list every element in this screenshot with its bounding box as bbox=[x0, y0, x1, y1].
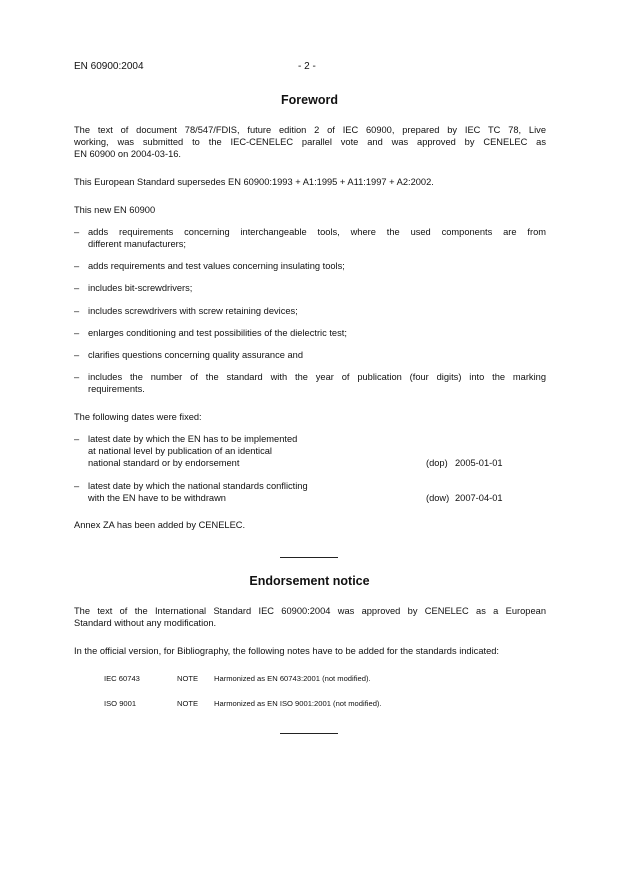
section-divider bbox=[280, 557, 338, 558]
list-item-line: adds requirements concerning interchangeable tools, where the used components are from bbox=[88, 227, 546, 237]
endorsement-intro-line-2: Standard without any modification. bbox=[74, 618, 217, 628]
list-item bbox=[88, 226, 546, 250]
endorsement-intro bbox=[74, 605, 546, 629]
date-value: 2005-01-01 bbox=[455, 458, 503, 468]
note-standard: IEC 60743 bbox=[104, 674, 140, 683]
foreword-intro-line-3: EN 60900 on 2004-03-16. bbox=[74, 149, 181, 159]
date-description-line: latest date by which the national standards conflicting bbox=[88, 481, 308, 491]
list-dash: – bbox=[74, 350, 80, 360]
list-item: adds requirements and test values concerning insulating tools; bbox=[88, 261, 345, 271]
note-text: Harmonized as EN 60743:2001 (not modified). bbox=[214, 674, 371, 683]
date-value: 2007-04-01 bbox=[455, 493, 503, 503]
list-dash: – bbox=[74, 306, 80, 316]
bibliography-intro: In the official version, for Bibliography, the following notes have to be added for the standards indicated: bbox=[74, 646, 499, 656]
foreword-intro bbox=[74, 124, 546, 160]
list-dash: – bbox=[74, 227, 80, 237]
date-description bbox=[88, 433, 408, 469]
list-dash: – bbox=[74, 328, 80, 338]
end-divider bbox=[280, 733, 338, 734]
list-item: clarifies questions concerning quality assurance and bbox=[88, 350, 303, 360]
list-item bbox=[88, 371, 546, 395]
list-item: includes screwdrivers with screw retaining devices; bbox=[88, 306, 298, 316]
list-dash: – bbox=[74, 261, 80, 271]
note-label: NOTE bbox=[177, 674, 199, 683]
note-text: Harmonized as EN ISO 9001:2001 (not modified). bbox=[214, 699, 382, 708]
date-dash: – bbox=[74, 434, 80, 444]
date-code: (dop) bbox=[426, 458, 448, 468]
list-item-line: requirements. bbox=[88, 384, 145, 394]
supersedes-paragraph: This European Standard supersedes EN 60900:1993 + A1:1995 + A11:1997 + A2:2002. bbox=[74, 177, 434, 187]
foreword-intro-line-2: working, was submitted to the IEC-CENELEC parallel vote and was approved by CENELEC as bbox=[74, 137, 546, 147]
date-description-line: latest date by which the EN has to be implemented bbox=[88, 434, 298, 444]
list-intro: This new EN 60900 bbox=[74, 205, 156, 215]
date-description-line: national standard or by endorsement bbox=[88, 458, 240, 468]
date-description-line: with the EN have to be withdrawn bbox=[88, 493, 226, 503]
foreword-heading: Foreword bbox=[281, 93, 338, 107]
date-description-line: at national level by publication of an identical bbox=[88, 446, 272, 456]
foreword-intro-line-1: The text of document 78/547/FDIS, future edition 2 of IEC 60900, prepared by IEC TC 78, Live bbox=[74, 125, 546, 135]
list-item: includes bit-screwdrivers; bbox=[88, 283, 193, 293]
date-description bbox=[88, 480, 408, 504]
list-item: enlarges conditioning and test possibilities of the dielectric test; bbox=[88, 328, 347, 338]
dates-intro: The following dates were fixed: bbox=[74, 412, 202, 422]
endorsement-intro-line-1: The text of the International Standard IEC 60900:2004 was approved by CENELEC as a European bbox=[74, 606, 546, 616]
note-label: NOTE bbox=[177, 699, 199, 708]
list-dash: – bbox=[74, 283, 80, 293]
note-standard: ISO 9001 bbox=[104, 699, 137, 708]
date-dash: – bbox=[74, 481, 80, 491]
document-id: EN 60900:2004 bbox=[74, 61, 144, 72]
date-code: (dow) bbox=[426, 493, 450, 503]
endorsement-heading: Endorsement notice bbox=[249, 574, 370, 588]
annex-note: Annex ZA has been added by CENELEC. bbox=[74, 520, 246, 530]
page-number: - 2 - bbox=[298, 61, 316, 72]
list-item-line: different manufacturers; bbox=[88, 239, 187, 249]
list-item-line: includes the number of the standard with the year of publication (four digits) into the marking bbox=[88, 372, 546, 382]
list-dash: – bbox=[74, 372, 80, 382]
